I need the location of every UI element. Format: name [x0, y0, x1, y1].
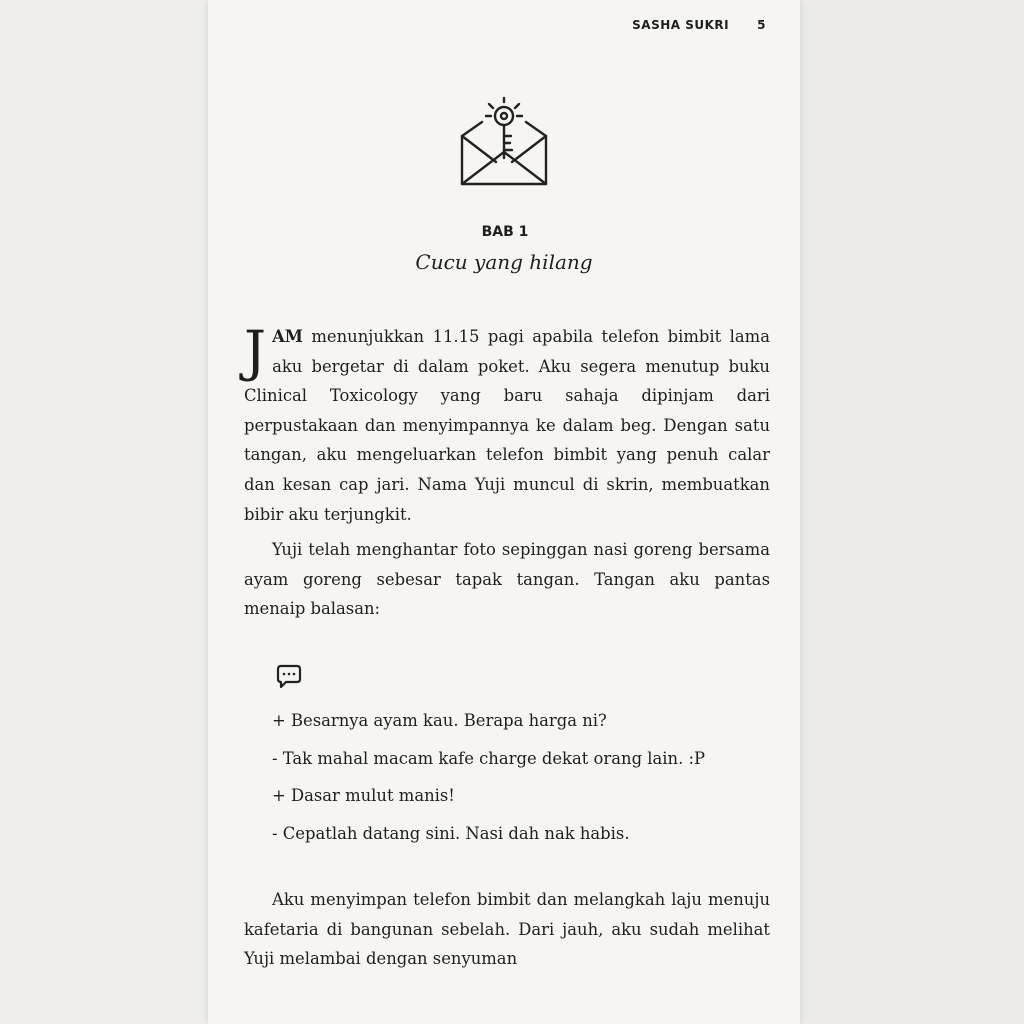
paragraph-1-text: menunjukkan 11.15 pagi apabila telefon bimbit lama aku bergetar di dalam poket. Aku segera menutup buku Clinical Toxicology yang baru sahaja dipinjam dari perpustakaan dan menyimpannya ke dalam beg. Dengan satu tangan, aku mengeluarkan telefon bimbit yang penuh calar dan kesan cap jari. Nama Yuji muncul di skrin, membuatkan bibir aku terjungkit. [244, 327, 770, 524]
page-number: 5 [757, 18, 766, 32]
chapter-title: Cucu yang hilang [415, 250, 593, 274]
book-page [208, 0, 800, 1024]
drop-cap: J [244, 319, 267, 383]
chat-line: - Cepatlah datang sini. Nasi dah nak habis. [272, 824, 630, 844]
paragraph-1 [244, 319, 770, 529]
chapter-number: BAB 1 [481, 224, 529, 240]
envelope-with-key-icon [456, 96, 552, 188]
chat-line: - Tak mahal macam kafe charge dekat orang lain. :P [272, 748, 706, 768]
paragraph-2-text: Yuji telah menghantar foto sepinggan nasi goreng bersama ayam goreng sebesar tapak tangan. Tangan aku pantas menaip balasan: [244, 540, 770, 619]
paragraph-3 [244, 885, 770, 974]
right-page-shadow [800, 0, 1024, 1024]
chat-line: + Besarnya ayam kau. Berapa harga ni? [272, 711, 607, 730]
left-page-shadow [0, 0, 208, 1024]
paragraph-2 [244, 535, 770, 624]
chat-line: + Dasar mulut manis! [272, 786, 455, 806]
paragraph-3-text: Aku menyimpan telefon bimbit dan melangkah laju menuju kafetaria di bangunan sebelah. Dari jauh, aku sudah melihat Yuji melambai dengan senyuman [244, 890, 770, 969]
author-name: SASHA SUKRI [632, 18, 730, 32]
opening-small-caps: AM [272, 327, 303, 346]
chat-bubble-icon [276, 663, 302, 689]
chat-messages [272, 702, 705, 853]
running-head [208, 18, 766, 32]
